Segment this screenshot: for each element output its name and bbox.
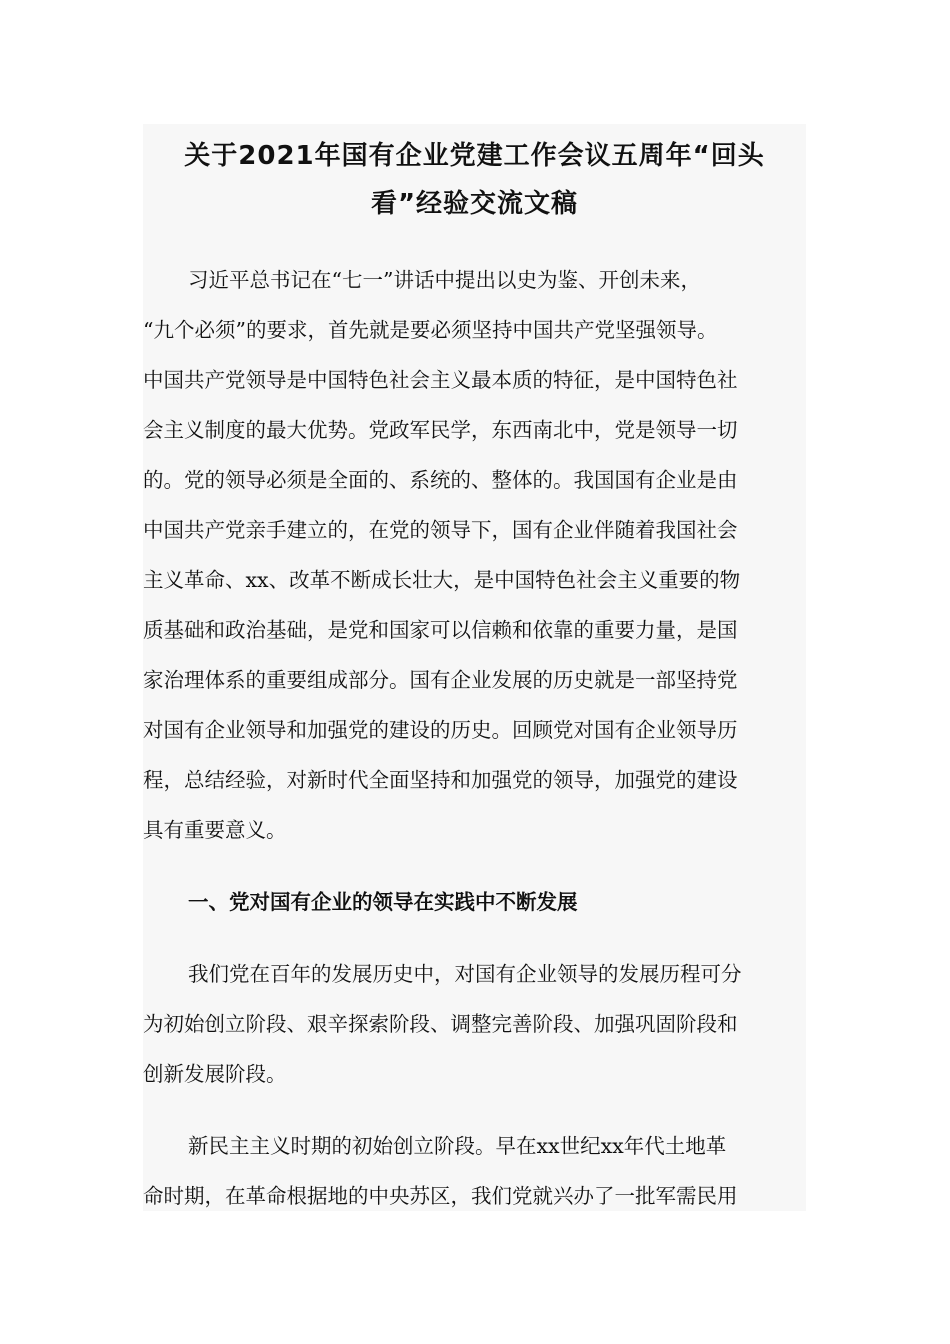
paragraph-line: 创新发展阶段。 [143,1062,287,1086]
section-heading: 一、党对国有企业的领导在实践中不断发展 [188,890,578,914]
paragraph-line: “九个必须”的要求，首先就是要必须坚持中国共产党坚强领导。 [143,318,718,342]
paragraph-line: 具有重要意义。 [143,818,287,842]
paragraph-line: 程，总结经验，对新时代全面坚持和加强党的领导，加强党的建设 [143,768,738,792]
paragraph-line: 我们党在百年的发展历史中，对国有企业领导的发展历程可分 [188,962,742,986]
paragraph-line: 习近平总书记在“七一”讲话中提出以史为鉴、开创未来， [188,268,701,292]
paragraph-line: 为初始创立阶段、艰辛探索阶段、调整完善阶段、加强巩固阶段和 [143,1012,738,1036]
paragraph-line: 新民主主义时期的初始创立阶段。早在xx世纪xx年代土地革 [188,1134,727,1158]
paragraph-line: 中国共产党领导是中国特色社会主义最本质的特征，是中国特色社 [143,368,738,392]
paragraph-line: 的。党的领导必须是全面的、系统的、整体的。我国国有企业是由 [143,468,738,492]
paragraph-line: 命时期，在革命根据地的中央苏区，我们党就兴办了一批军需民用 [143,1184,738,1208]
title-line: 看”经验交流文稿 [370,189,579,219]
paragraph-line: 对国有企业领导和加强党的建设的历史。回顾党对国有企业领导历 [143,718,738,742]
paragraph-new-democracy [143,1121,806,1211]
paragraph-line: 会主义制度的最大优势。党政军民学，东西南北中，党是领导一切 [143,418,738,442]
paragraph-line: 中国共产党亲手建立的，在党的领导下，国有企业伴随着我国社会 [143,518,738,542]
paragraph-line: 质基础和政治基础，是党和国家可以信赖和依靠的重要力量，是国 [143,618,738,642]
document-title [143,132,806,228]
paragraph-stages [143,949,806,1099]
paragraph-intro [143,255,806,855]
paragraph-line: 家治理体系的重要组成部分。国有企业发展的历史就是一部坚持党 [143,668,738,692]
title-line: 关于2021年国有企业党建工作会议五周年“回头 [184,141,765,171]
paragraph-line: 主义革命、xx、改革不断成长壮大，是中国特色社会主义重要的物 [143,568,741,592]
document-page [143,124,806,1211]
